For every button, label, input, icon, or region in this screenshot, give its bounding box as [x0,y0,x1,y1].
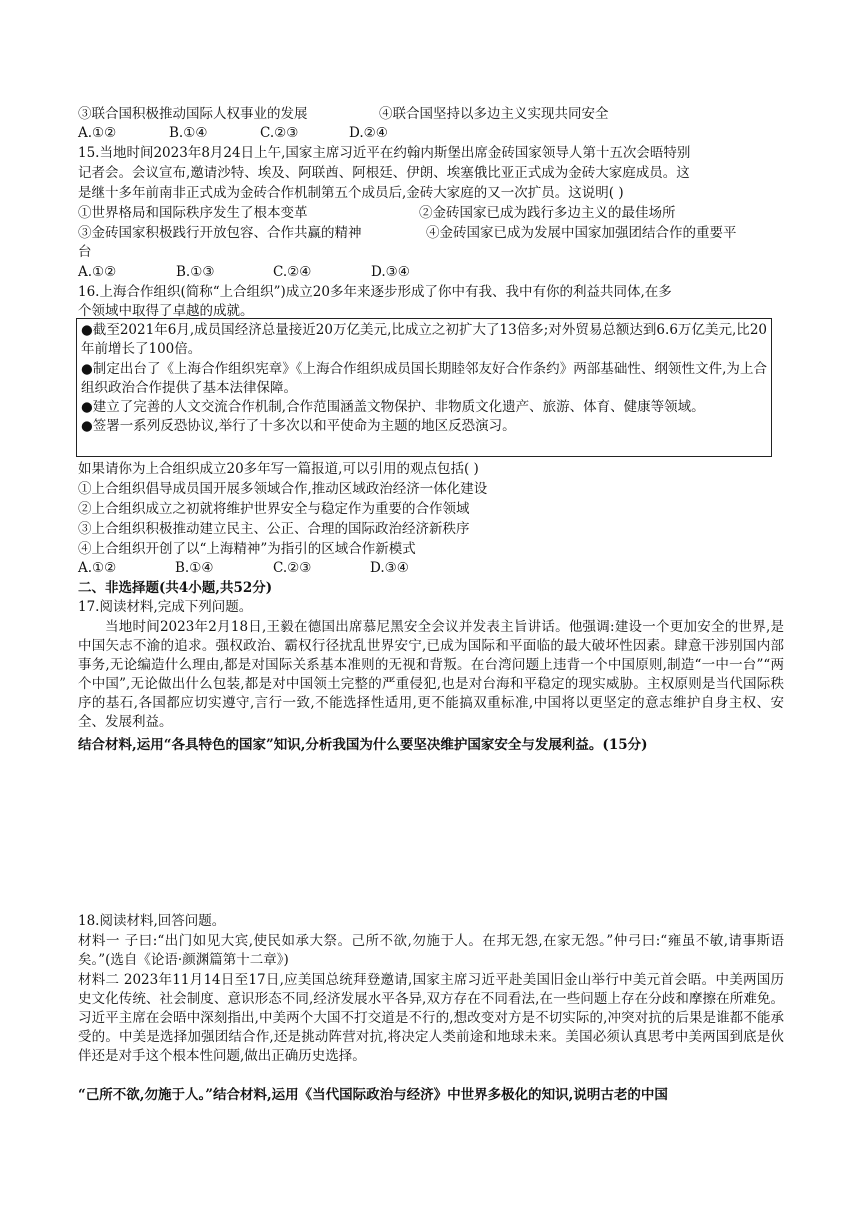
q16-choice-a: A.①② [78,560,117,576]
q15-choice-c: C.②④ [273,264,312,280]
q16-option-2: ②上合组织成立之初就将维护世界安全与稳定作为重要的合作领域 [78,501,470,517]
q15-option-4-cont: 台 [78,244,92,260]
q16-option-4: ④上合组织开创了以“上海精神”为指引的区域合作新模式 [78,541,416,557]
q14-option-4: ④联合国坚持以多边主义实现共同安全 [379,106,609,122]
q17-material: 当地时间2023年2月18日,王毅在德国出席慕尼黑安全会议并发表主旨讲话。他强调:建设一个更加安全的世界,是中国矢志不渝的追求。强权政治、霸权行径扰乱世界安宁,已成为国际和平面临的最大破坏性因素。肆意干涉别国内部事务,无论编造什么理由,都是对国际关系基本准则的无视和背叛。在台湾问题上违背一个中国原则,制造“一中一台”“两个中国”,无论做出什么包装,都是对中国领土完整的严重侵犯,也是对台海和平稳定的现实威胁。主权原则是当代国际秩序的基石,各国都应切实遵守,言行一致,不能选择性适用,更不能搞双重标准,中国将以更坚定的意志维护自身主权、安全、发展利益。 [78,619,784,730]
q16-option-3: ③上合组织积极推动建立民主、公正、合理的国际政治经济新秩序 [78,521,470,537]
q16-option-1: ①上合组织倡导成员国开展多领域合作,推动区域政治经济一体化建设 [78,481,488,497]
q15-option-2: ②金砖国家已成为践行多边主义的最佳场所 [419,205,676,221]
q16-stem-line1: 16.上海合作组织(简称“上合组织”)成立20多年来逐步形成了你中有我、我中有你的利益共同体,在多 [78,284,672,300]
q14-choice-c: C.②③ [260,125,299,141]
q16-stem-line2: 个领域中取得了卓越的成就。 [78,303,254,319]
q18-title: 18.阅读材料,回答问题。 [78,913,226,929]
q15-stem-line1: 15.当地时间2023年8月24日上午,国家主席习近平在约翰内斯堡出席金砖国家领导人第十五次会晤特别 [78,145,691,161]
q17-title: 17.阅读材料,完成下列问题。 [78,599,253,615]
q16-question: 如果请你为上合组织成立20多年写一篇报道,可以引用的观点包括( ) [78,461,479,477]
q15-choice-b: B.①③ [176,264,215,280]
q15-option-1: ①世界格局和国际秩序发生了根本变革 [78,205,308,221]
q16-material-box [76,318,772,457]
q18-material-2: 材料二 2023年11月14日至17日,应美国总统拜登邀请,国家主席习近平赴美国旧金山举行中美元首会晤。中美两国历史文化传统、社会制度、意识形态不同,经济发展水平各异,双方存在不同看法,在一些问题上存在分歧和摩擦在所难免。习近平主席在会晤中深刻指出,中美两个大国不打交道是不行的,想改变对方是不切实际的,冲突对抗的后果是谁都不能承受的。中美是选择加强团结合作,还是挑动阵营对抗,将决定人类前途和地球未来。美国必须认真思考中美两国到底是伙伴还是对手这个根本性问题,做出正确历史选择。 [78,972,784,1064]
q15-stem-line3: 是继十多年前南非正式成为金砖合作机制第五个成员后,金砖大家庭的又一次扩员。这说明( ) [78,185,624,201]
q14-option-3: ③联合国积极推动国际人权事业的发展 [78,106,308,122]
q15-choice-a: A.①② [78,264,117,280]
q14-choice-b: B.①④ [169,125,208,141]
q16-bullet-4: ●签署一系列反恐协议,举行了十多次以和平使命为主题的地区反恐演习。 [81,418,516,435]
q16-bullet-2: ●制定出台了《上海合作组织宪章》《上海合作组织成员国长期睦邻友好合作条约》两部基础性、纲领性文件,为上合组织政治合作提供了基本法律保障。 [81,360,767,396]
q14-choice-d: D.②④ [349,125,388,141]
q18-material-1: 材料一 子曰:“出门如见大宾,使民如承大祭。己所不欲,勿施于人。在邦无怨,在家无怨。”仲弓曰:“雍虽不敏,请事斯语矣。”(选自《论语·颜渊篇第十二章》) [78,933,784,968]
q15-option-3: ③金砖国家积极践行开放包容、合作共赢的精神 [78,225,362,241]
q18-question: “己所不欲,勿施于人。”结合材料,运用《当代国际政治与经济》中世界多极化的知识,说明古老的中国 [78,1087,668,1103]
answer-space[interactable] [78,752,784,902]
q16-choice-c: C.②③ [273,560,312,576]
q17-question: 结合材料,运用“各具特色的国家”知识,分析我国为什么要坚决维护国家安全与发展利益。(15分) [78,737,648,753]
q16-bullet-3: ●建立了完善的人文交流合作机制,合作范围涵盖文物保护、非物质文化遗产、旅游、体育、健康等领域。 [81,399,705,416]
section-heading: 二、非选择题(共4小题,共52分) [78,580,273,596]
q15-choice-d: D.③④ [371,264,410,280]
q16-choice-b: B.①④ [175,560,214,576]
q14-choice-a: A.①② [78,125,117,141]
q15-option-4: ④金砖国家已成为发展中国家加强团结合作的重要平 [426,225,737,241]
q15-stem-line2: 记者会。会议宣布,邀请沙特、埃及、阿联酋、阿根廷、伊朗、埃塞俄比亚正式成为金砖大家庭成员。这 [78,165,690,181]
q16-bullet-1: ●截至2021年6月,成员国经济总量接近20万亿美元,比成立之初扩大了13倍多;对外贸易总额达到6.6万亿美元,比20年前增长了100倍。 [81,322,767,358]
q16-choice-d: D.③④ [370,560,409,576]
